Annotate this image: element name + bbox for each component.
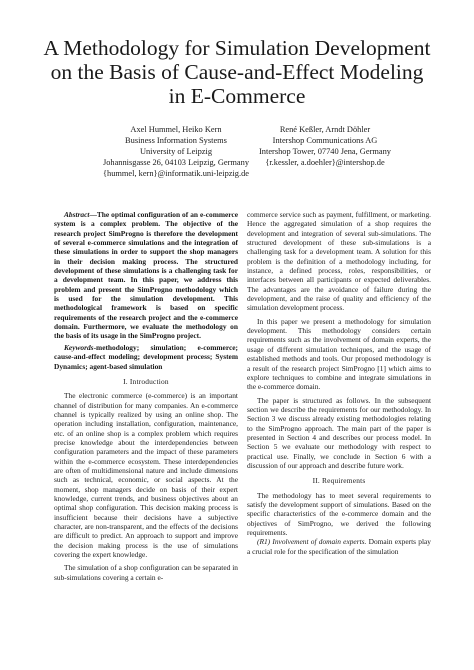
keywords [54,343,238,371]
abstract [54,210,238,341]
author-email: {hummel, kern}@informatik.uni-leipzig.de [103,169,249,178]
requirement-r1-text: Domain experts play a crucial role for the specification of the simulation [247,537,432,556]
right-column [247,210,431,556]
author-institution: University of Leipzig [139,147,213,156]
author-address: Johannisgasse 26, 04103 Leipzig, Germany [102,158,250,167]
section-heading-requirements: II. Requirements [312,476,366,486]
author-section [0,124,474,184]
left-column [54,210,238,582]
abstract-text: —The optimal configuration of an e-commerce system is a complex problem. The objective of the research project SimProgno is therefore the development of several e-commerce simulations and the integration of these simulations in order to support the shop managers in their decision making process. The structured development of these simulations is a challenging task for a development team. In this paper, we address this problem and present the SimProgno methodology which is used for the simulation development. This methodological framework is based on specific requirements of the research project and the e-commerce domain. Furthermore, we evaluate the methodology on the basis of its usage in the SimProgno project. [54,210,238,341]
requirements-paragraph: The methodology has to meet several requirements to satisfy the development support of simulations. Based on the specific characteristics of the e-commerce domain and the objectives of SimProgno, we derived the following requirements. [247,490,431,537]
intro-paragraph-5: The paper is structured as follows. In the subsequent section we describe the requirements for our methodology. In Section 3 we discuss already existing methodologies relating to the SimProgno approach. The main part of the paper is presented in Section 4 and describes our process model. In Section 5 we evaluate our methodology with respect to practical use. Finally, we conclude in Section 6 with a discussion of our approach and describe future work. [247,395,431,470]
author-address: Intershop Tower, 07740 Jena, Germany [259,147,391,156]
intro-paragraph-4: In this paper we present a methodology for simulation development. This methodology considers certain requirements such as the involvement of domain experts, the usage of different simulation techniques, and the usage of established methods and tools. Our proposed methodology is a result of the research project SimProgno [1] which aims to explore techniques to combine and integrate simulations in the e-commerce domain. [247,316,431,392]
title-line-3: in E-Commerce [168,84,306,108]
section-heading-introduction: I. Introduction [123,376,169,386]
intro-paragraph-3: commerce service such as payment, fulfillment, or marketing. Hence the aggregated simulation of a shop requires the development and integration of several sub-simulations. The structured development of these sub-simulations is a challenging task for a development team. A solution for this problem is the definition of a methodology including, for instance, a defined process, roles, responsibilities, or interfaces between all participants or expected deliverables. The advantages are the avoidance of failure during the development, and the raise of quality and efficiency of the simulation development process. [247,210,431,313]
author-block-intershop [245,124,405,168]
paper-title [0,36,474,108]
author-names: Axel Hummel, Heiko Kern [130,125,222,134]
intro-paragraph-1: The electronic commerce (e-commerce) is an important channel of distribution for many companies. An e-commerce channel is typically realized by using an online shop. The operation including installation, configuration, maintenance, etc. of an online shop is a complex problem which requires precise knowledge about the interdependencies between configuration parameters and the impact of these parameters within the e-commerce ecosystem. These interdependencies are often of multidimensional nature and include dimensions such as technical, economic, or social aspects. At the moment, shop managers decide on basis of their expert knowledge, current trends, and business objectives about an optimal shop configuration. This decision making process is insufficient because their decisions have a subjective character, are non-transparent, and the effects of the decisions are difficult to predict. An approach to support and improve the decision making process is the use of simulations covering the expert knowledge. [54,391,238,560]
author-email: {r.kessler, a.doehler}@intershop.de [265,158,385,167]
intro-paragraph-2: The simulation of a shop configuration can be separated in sub-simulations covering a certain e- [54,563,238,582]
title-line-2: on the Basis of Cause-and-Effect Modeling [50,60,424,84]
author-affiliation: Intershop Communications AG [272,136,378,145]
requirement-r1-label: (R1) Involvement of domain experts. [257,537,367,547]
requirement-r1 [247,537,431,556]
title-line-1: A Methodology for Simulation Development [43,36,431,60]
author-names: René Keßler, Arndt Döhler [279,125,371,134]
keywords-label: Keywords [64,342,94,352]
keywords-text: -methodology; simulation; e-commerce; cause-and-effect modeling; development process; System Dynamics; agent-based simulation [54,342,238,371]
abstract-label: Abstract [64,210,90,219]
author-affiliation: Business Information Systems [125,136,227,145]
